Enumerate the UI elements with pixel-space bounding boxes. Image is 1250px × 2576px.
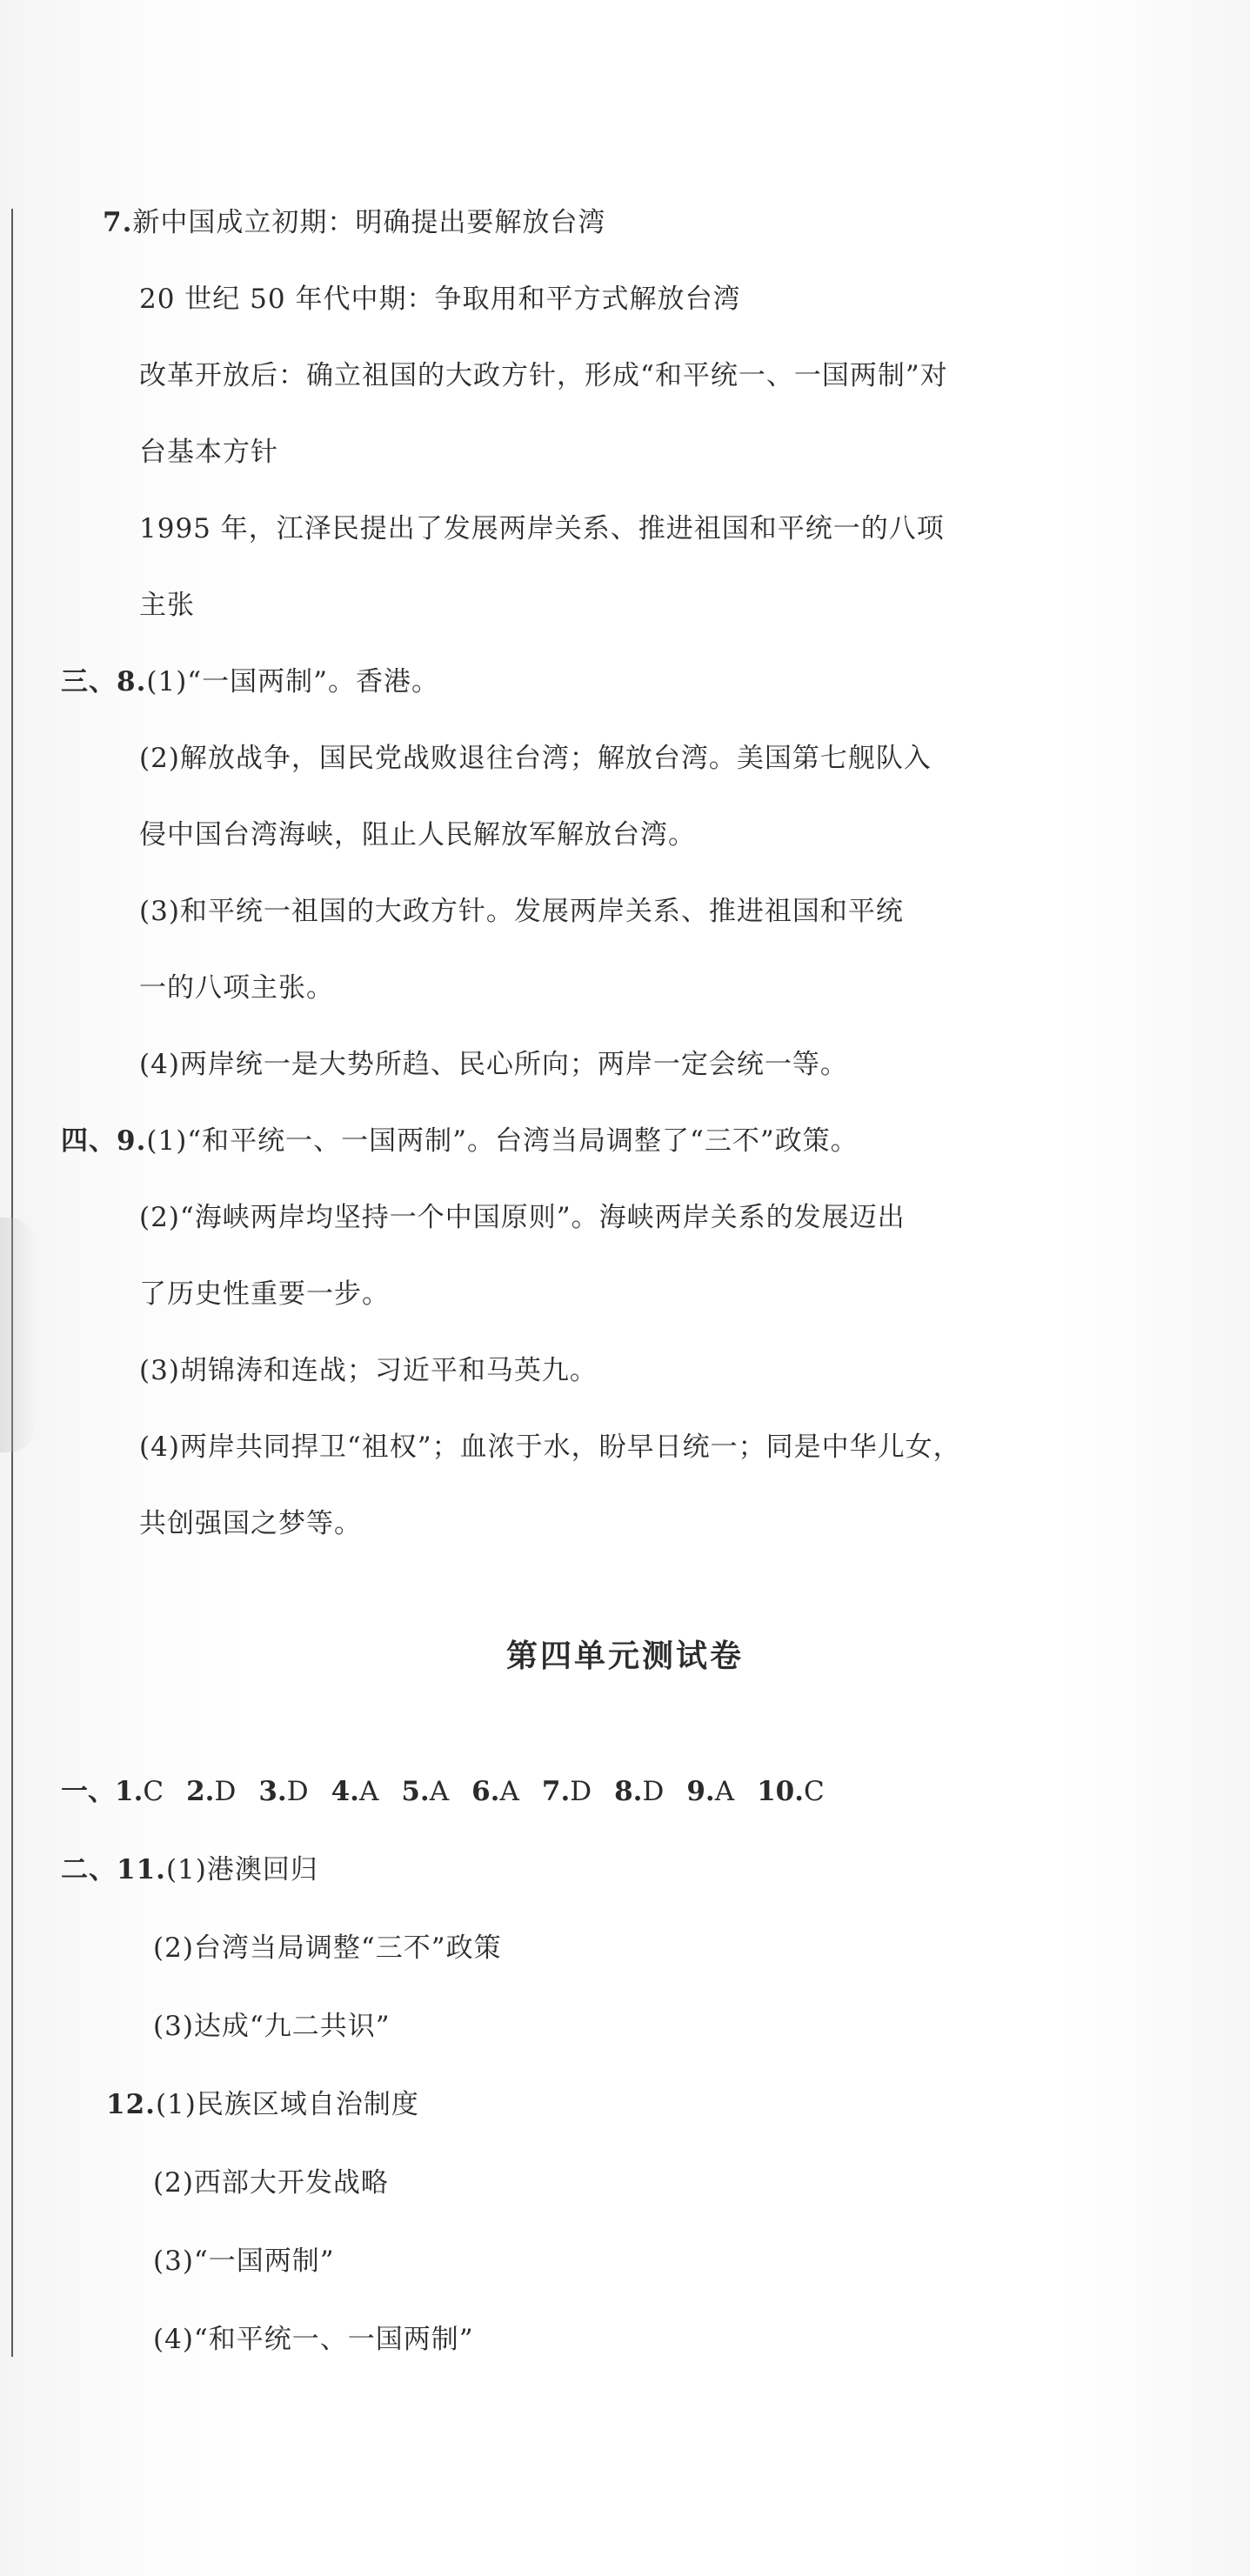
q7-line-4: 台基本方针 — [139, 437, 278, 468]
part1-answers — [61, 1774, 847, 1809]
answer-item — [331, 1774, 379, 1809]
answer-number: 3. — [258, 1776, 287, 1807]
q9-number: 四、9. — [61, 1125, 147, 1157]
q11-number: 二、11. — [61, 1854, 166, 1885]
answer-item — [401, 1774, 449, 1809]
q8-line-1 — [61, 664, 439, 699]
q7-number: 7. — [103, 207, 133, 238]
q8-line-3: 侵中国台湾海峡，阻止人民解放军解放台湾。 — [139, 819, 696, 851]
q11-line-1 — [61, 1852, 318, 1887]
answer-number: 8. — [614, 1776, 643, 1807]
answer-item — [614, 1774, 664, 1809]
q7-line-6: 主张 — [139, 590, 195, 621]
q9-line-1 — [61, 1124, 859, 1158]
answer-letter: C — [804, 1776, 825, 1807]
q7-line-3: 改革开放后：确立祖国的大政方针，形成“和平统一、一国两制”对 — [139, 360, 948, 391]
q9-line-2: (2)“海峡两岸均坚持一个中国原则”。海峡两岸关系的发展迈出 — [139, 1202, 906, 1233]
q8-line-5: 一的八项主张。 — [139, 972, 334, 1004]
q12-line-1 — [106, 2087, 419, 2122]
answer-letter: C — [143, 1776, 164, 1807]
q11-line-2: (2)台湾当局调整“三不”政策 — [153, 1932, 502, 1964]
answer-number: 5. — [401, 1776, 430, 1807]
q7-line-5: 1995 年，江泽民提出了发展两岸关系、推进祖国和平统一的八项 — [139, 513, 945, 544]
answer-number: 10. — [757, 1776, 805, 1807]
answer-item — [471, 1774, 519, 1809]
answer-letter: A — [358, 1776, 379, 1807]
answer-item — [258, 1774, 308, 1809]
answer-item — [686, 1774, 734, 1809]
section-heading: 第四单元测试卷 — [505, 1638, 744, 1674]
answer-letter: D — [570, 1776, 592, 1807]
q12-line-2: (2)西部大开发战略 — [153, 2167, 389, 2199]
answer-letter: D — [214, 1776, 237, 1807]
q11-line-3: (3)达成“九二共识” — [153, 2011, 391, 2042]
answer-letter: A — [714, 1776, 735, 1807]
answer-letter: D — [286, 1776, 309, 1807]
part1-prefix: 一、 — [61, 1776, 115, 1807]
answer-item — [115, 1774, 164, 1809]
q12-line-3: (3)“一国两制” — [153, 2246, 335, 2277]
answer-letter: A — [499, 1776, 519, 1807]
q8-line-4: (3)和平统一祖国的大政方针。发展两岸关系、推进祖国和平统 — [139, 896, 904, 927]
answer-item — [542, 1774, 592, 1809]
answer-letter: D — [642, 1776, 665, 1807]
answer-number: 2. — [186, 1776, 215, 1807]
q9-line-3: 了历史性重要一步。 — [139, 1278, 390, 1310]
q12-line-4: (4)“和平统一、一国两制” — [153, 2324, 474, 2355]
q9-line-5: (4)两岸共同捍卫“祖权”；血浓于水，盼早日统一；同是中华儿女， — [139, 1431, 961, 1463]
q7-text-1: 新中国成立初期：明确提出要解放台湾 — [132, 207, 606, 238]
answer-number: 7. — [541, 1776, 571, 1807]
q9-text-1: (1)“和平统一、一国两制”。台湾当局调整了“三不”政策。 — [146, 1125, 859, 1157]
q12-text-1: (1)民族区域自治制度 — [155, 2089, 419, 2120]
q8-number: 三、8. — [61, 666, 147, 697]
q11-text-1: (1)港澳回归 — [165, 1854, 318, 1885]
answer-letter: A — [429, 1776, 450, 1807]
answer-number: 1. — [115, 1776, 144, 1807]
answer-item — [757, 1774, 825, 1809]
q7-line-2: 20 世纪 50 年代中期：争取用和平方式解放台湾 — [139, 284, 741, 315]
q12-number: 12. — [106, 2089, 156, 2120]
q8-line-6: (4)两岸统一是大势所趋、民心所向；两岸一定会统一等。 — [139, 1049, 848, 1080]
answer-number: 4. — [331, 1776, 359, 1807]
answer-number: 9. — [686, 1776, 715, 1807]
q9-line-4: (3)胡锦涛和连战；习近平和马英九。 — [139, 1355, 598, 1386]
answer-item — [186, 1774, 236, 1809]
watermark-smudge — [0, 1218, 35, 1452]
q9-line-6: 共创强国之梦等。 — [139, 1508, 362, 1539]
answer-number: 6. — [471, 1776, 500, 1807]
q8-text-1: (1)“一国两制”。香港。 — [146, 666, 439, 697]
q7-line-1 — [103, 205, 605, 240]
q8-line-2: (2)解放战争，国民党战败退往台湾；解放台湾。美国第七舰队入 — [139, 743, 932, 774]
